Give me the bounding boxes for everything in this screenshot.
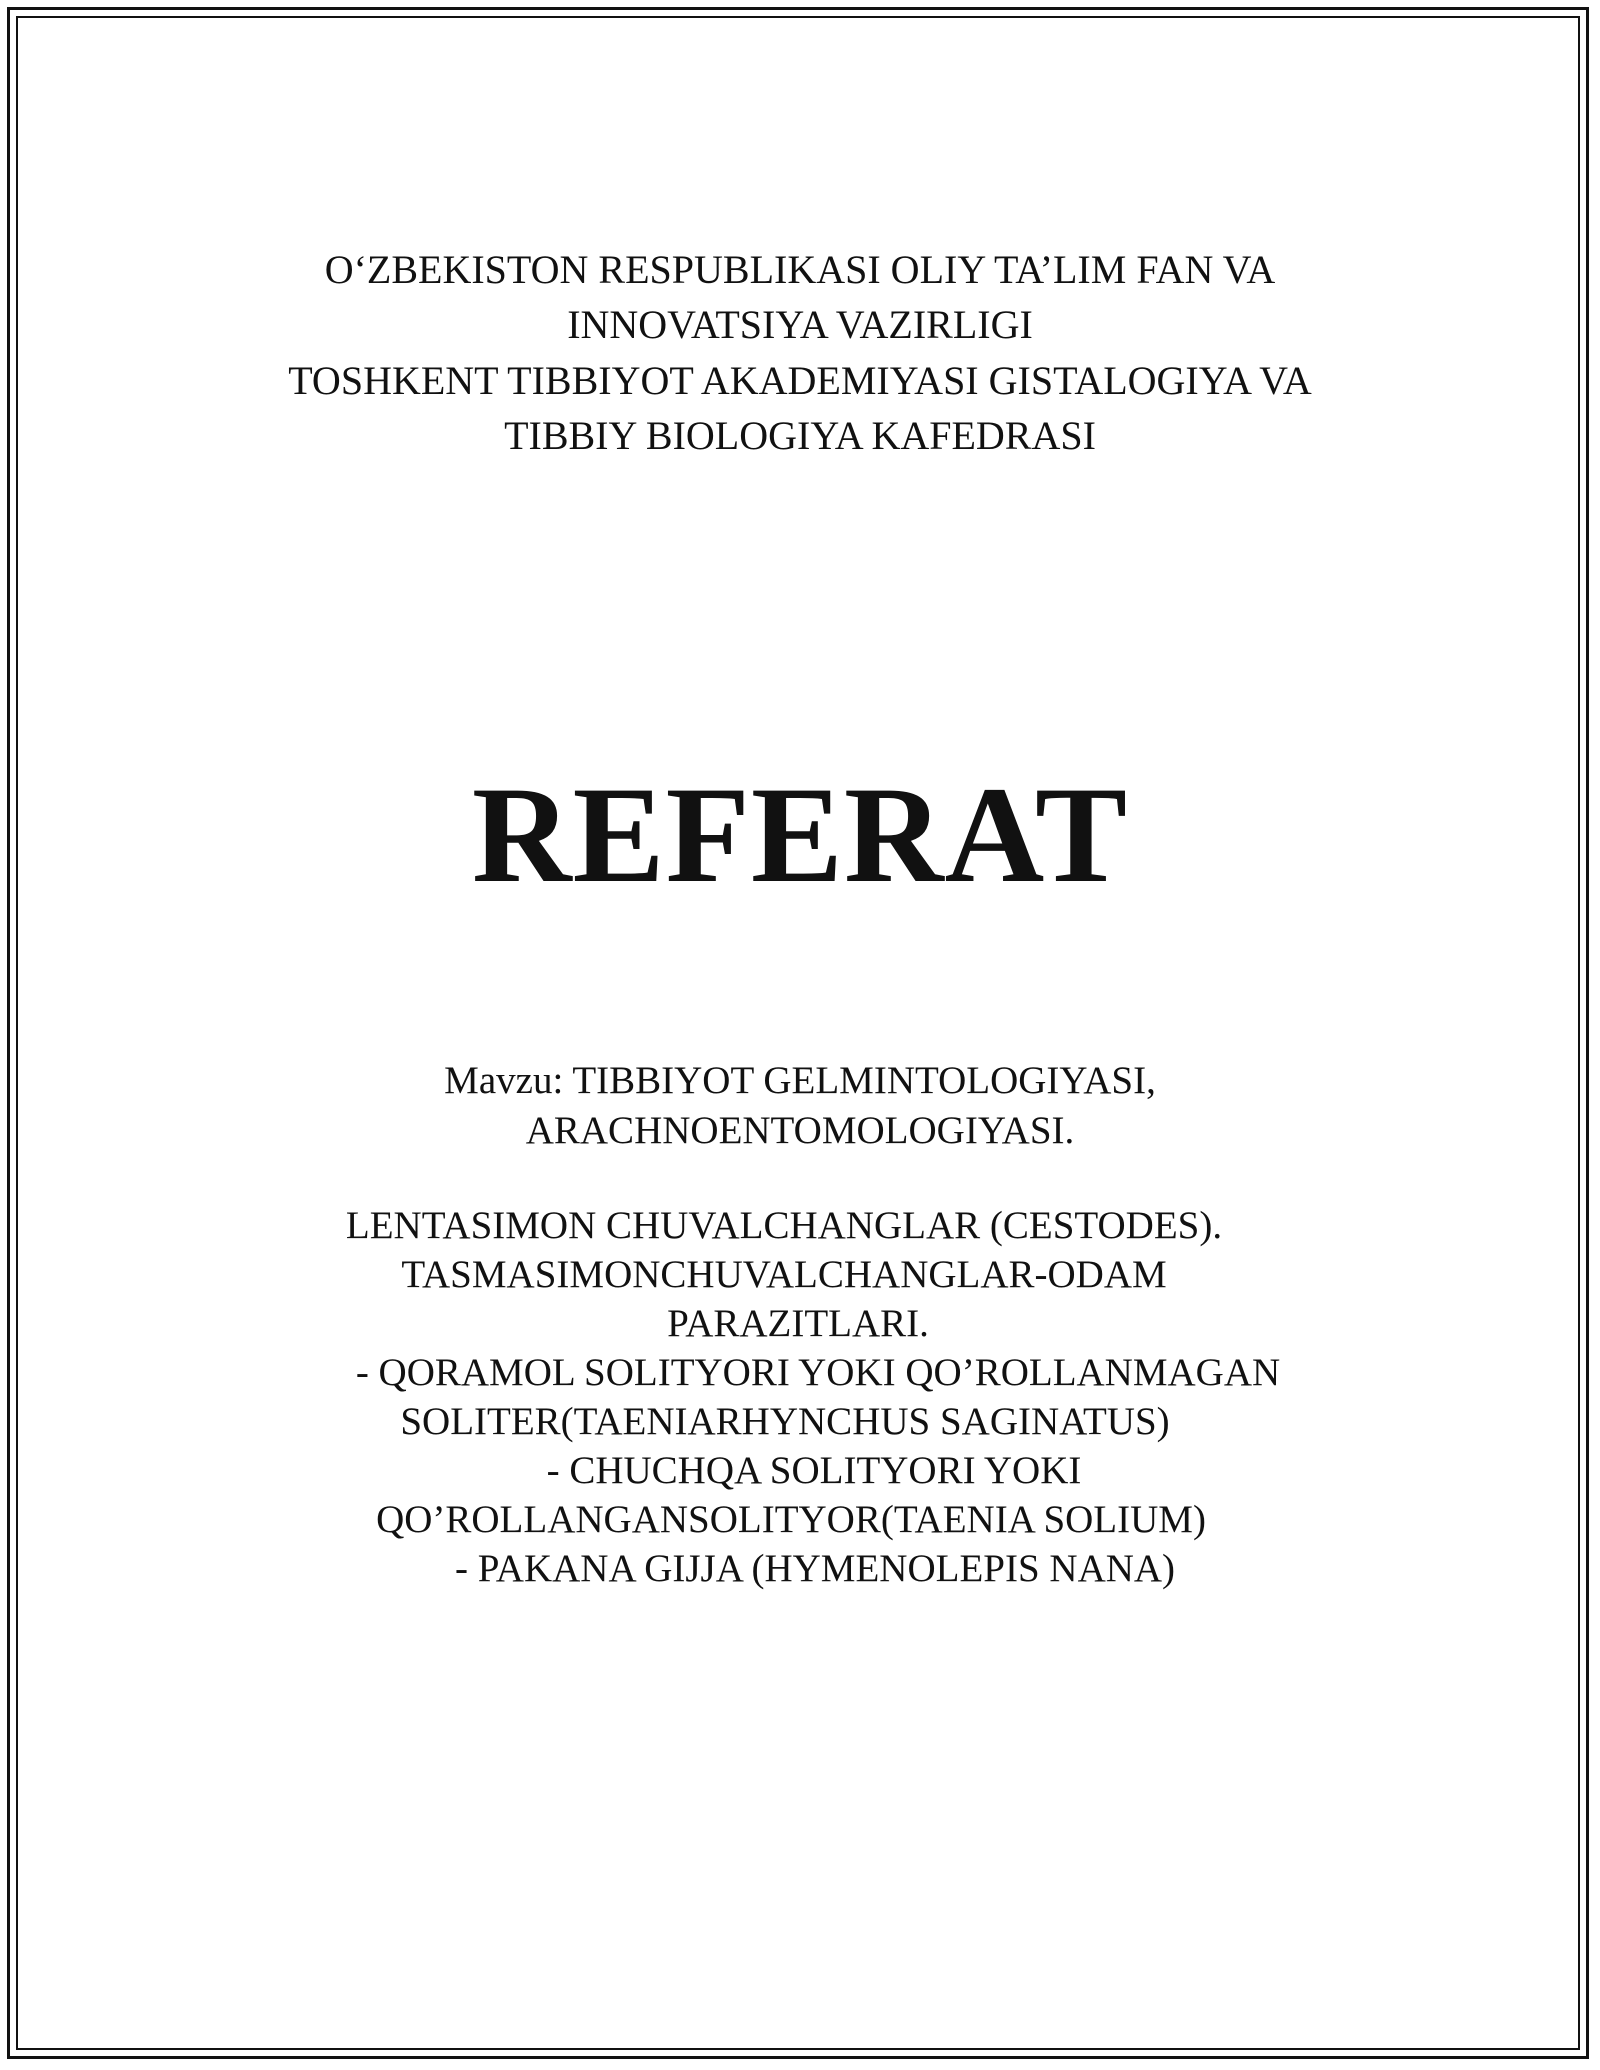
- document-title: REFERAT: [471, 758, 1129, 911]
- subtopic-line-6: - CHUCHQA SOLITYORI YOKI: [546, 1449, 1082, 1492]
- subtopic-line-5: SOLITER(TAENIARHYNCHUS SAGINATUS): [400, 1400, 1170, 1443]
- subtopic-line-3: PARAZITLARI.: [667, 1302, 929, 1345]
- topic-line-1: Mavzu: TIBBIYOT GELMINTOLOGIYASI,: [444, 1059, 1156, 1102]
- header-line-2: INNOVATSIYA VAZIRLIGI: [567, 302, 1033, 347]
- topic-line-2: ARACHNOENTOMOLOGIYASI.: [525, 1109, 1075, 1152]
- header-line-3: TOSHKENT TIBBIYOT AKADEMIYASI GISTALOGIYA VA: [288, 358, 1312, 403]
- subtopic-line-8: - PAKANA GIJJA (HYMENOLEPIS NANA): [454, 1547, 1176, 1590]
- header-line-4: TIBBIY BIOLOGIYA KAFEDRASI: [504, 413, 1096, 458]
- subtopic-line-7: QO’ROLLANGANSOLITYOR(TAENIA SOLIUM): [376, 1498, 1206, 1541]
- subtopic-line-1: LENTASIMON CHUVALCHANGLAR (CESTODES).: [345, 1204, 1223, 1247]
- header-line-1: O‘ZBEKISTON RESPUBLIKASI OLIY TA’LIM FAN VA: [324, 247, 1276, 292]
- subtopic-line-4: - QORAMOL SOLITYORI YOKI QO’ROLLANMAGAN: [355, 1351, 1281, 1394]
- subtopic-line-2: TASMASIMONCHUVALCHANGLAR-ODAM: [401, 1253, 1167, 1296]
